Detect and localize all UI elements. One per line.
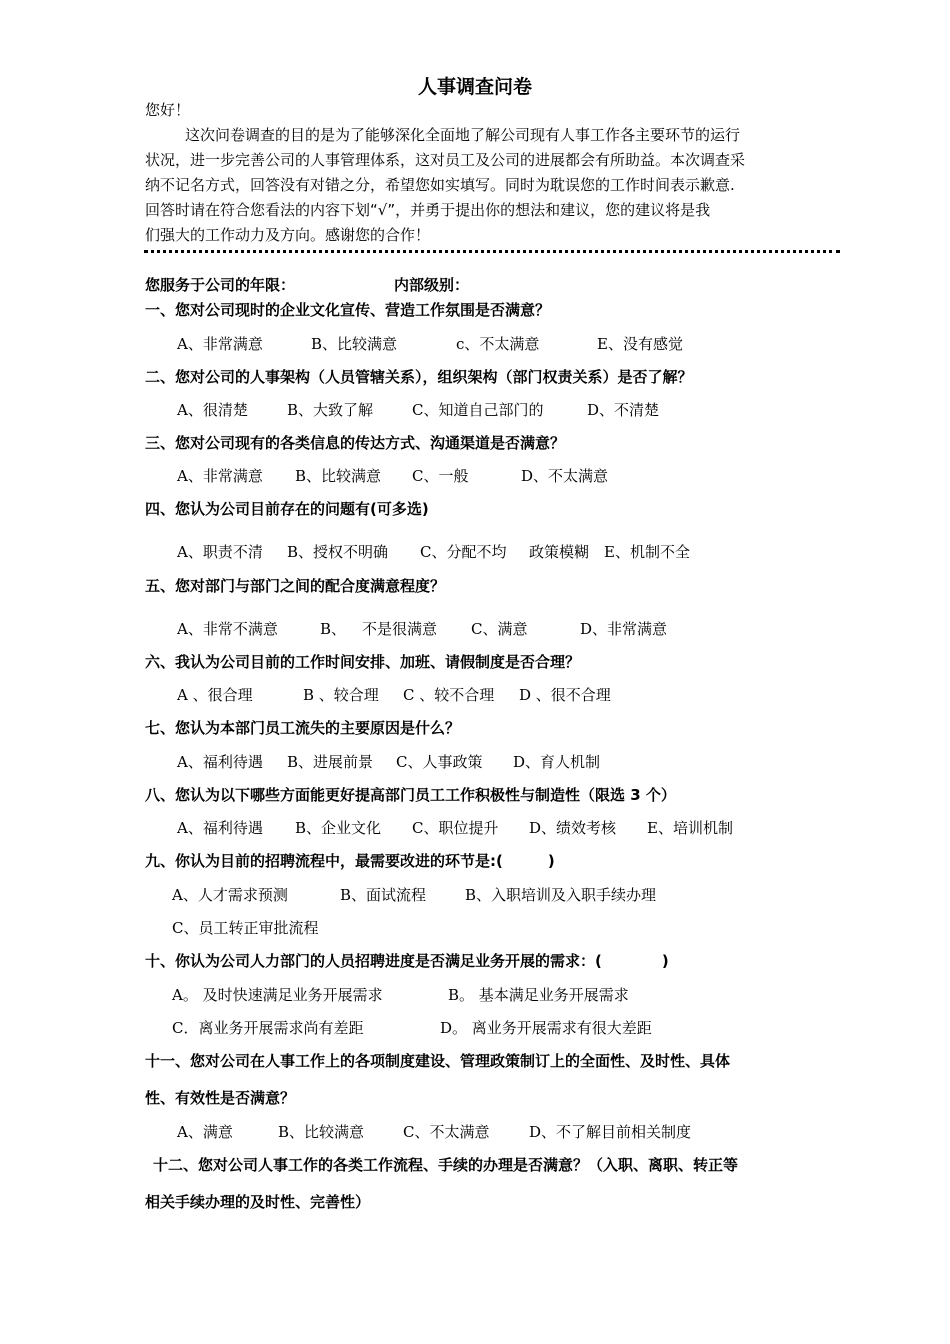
option[interactable]: E、机制不全 (604, 543, 690, 561)
level-label: 内部级别： (394, 276, 470, 294)
intro-line: 状况，进一步完善公司的人事管理体系，这对员工及公司的进展都会有所助益。本次调查采 (145, 151, 746, 169)
option[interactable]: D、育人机制 (513, 753, 601, 771)
option[interactable]: A。 及时快速满足业务开展需求 (172, 986, 383, 1004)
option[interactable]: B、进展前景 (287, 753, 374, 771)
option[interactable]: B 、较合理 (303, 686, 379, 704)
question-10: 十、你认为公司人力部门的人员招聘进度是否满足业务开展的需求：( ) (145, 952, 669, 970)
question-2: 二、您对公司的人事架构（人员管辖关系），组织架构（部门权责关系）是否了解？ (145, 368, 693, 386)
option[interactable]: A、很清楚 (177, 401, 248, 419)
option[interactable]: E、培训机制 (647, 819, 733, 837)
option[interactable]: B、授权不明确 (287, 543, 389, 561)
greeting: 您好！ (145, 101, 191, 119)
option[interactable]: B、大致了解 (287, 401, 374, 419)
option[interactable]: C、满意 (471, 620, 528, 638)
option[interactable]: B、企业文化 (295, 819, 382, 837)
option[interactable]: C．离业务开展需求尚有差距 (172, 1019, 364, 1037)
question-11: 十一、您对公司在人事工作上的各项制度建设、管理政策制订上的全面性、及时性、具体 (145, 1052, 731, 1070)
option[interactable]: 不是很满意 (362, 620, 438, 638)
option[interactable]: A、人才需求预测 (172, 886, 288, 904)
option[interactable]: B。 基本满足业务开展需求 (448, 986, 629, 1004)
option[interactable]: C、员工转正审批流程 (172, 919, 319, 937)
option[interactable]: A、福利待遇 (177, 753, 263, 771)
option[interactable]: C、职位提升 (412, 819, 499, 837)
question-12: 十二、您对公司人事工作的各类工作流程、手续的办理是否满意？（入职、离职、转正等 (153, 1156, 739, 1174)
option[interactable]: A、非常不满意 (177, 620, 278, 638)
option[interactable]: B、 (320, 620, 347, 638)
question-9: 九、你认为目前的招聘流程中，最需要改进的环节是:( ) (145, 852, 555, 870)
dotted-divider (144, 250, 840, 253)
option[interactable]: B、入职培训及入职手续办理 (465, 886, 657, 904)
question-12-cont: 相关手续办理的及时性、完善性） (145, 1193, 371, 1211)
option[interactable]: E、没有感觉 (597, 335, 683, 353)
option[interactable]: A、非常满意 (177, 335, 263, 353)
option[interactable]: C、不太满意 (403, 1123, 490, 1141)
question-3: 三、您对公司现有的各类信息的传达方式、沟通渠道是否满意？ (145, 434, 566, 452)
question-6: 六、我认为公司目前的工作时间安排、加班、请假制度是否合理？ (145, 653, 581, 671)
intro-line: 们强大的工作动力及方向。感谢您的合作！ (145, 226, 431, 244)
option[interactable]: C、一般 (412, 467, 469, 485)
question-11-cont: 性、有效性是否满意？ (145, 1089, 296, 1107)
option[interactable]: B、比较满意 (295, 467, 382, 485)
question-4: 四、您认为公司目前存在的问题有(可多选) (145, 500, 429, 518)
option[interactable]: A、满意 (177, 1123, 233, 1141)
question-1: 一、您对公司现时的企业文化宣传、营造工作氛围是否满意？ (145, 301, 551, 319)
option[interactable]: B、比较满意 (311, 335, 398, 353)
intro-line: 回答时请在符合您看法的内容下划“√”，并勇于提出你的想法和建议，您的建议将是我 (145, 201, 711, 219)
option[interactable]: D。 离业务开展需求有很大差距 (440, 1019, 652, 1037)
option[interactable]: D、不清楚 (587, 401, 660, 419)
page-title: 人事调查问卷 (417, 76, 532, 98)
option[interactable]: D、不太满意 (521, 467, 609, 485)
option[interactable]: c、不太满意 (456, 335, 540, 353)
option[interactable]: C、知道自己部门的 (412, 401, 544, 419)
option[interactable]: A 、很合理 (177, 686, 253, 704)
option[interactable]: C 、较不合理 (403, 686, 495, 704)
option[interactable]: D、不了解目前相关制度 (529, 1123, 692, 1141)
service-years-label: 您服务于公司的年限： (145, 276, 296, 294)
option[interactable]: B、比较满意 (278, 1123, 365, 1141)
option[interactable]: A、非常满意 (177, 467, 263, 485)
question-8: 八、您认为以下哪些方面能更好提高部门员工工作积极性与制造性（限选 3 个） (145, 786, 676, 804)
option[interactable]: B、面试流程 (340, 886, 427, 904)
option[interactable]: C、人事政策 (396, 753, 483, 771)
intro-line: 纳不记名方式，回答没有对错之分，希望您如实填写。同时为耽误您的工作时间表示歉意. (145, 176, 735, 194)
question-7: 七、您认为本部门员工流失的主要原因是什么？ (145, 719, 461, 737)
option[interactable]: D 、很不合理 (519, 686, 611, 704)
option[interactable]: 政策模糊 (529, 543, 590, 561)
intro-line: 这次问卷调查的目的是为了能够深化全面地了解公司现有人事工作各主要环节的运行 (185, 126, 741, 144)
question-5: 五、您对部门与部门之间的配合度满意程度？ (145, 577, 446, 595)
option[interactable]: A、职责不清 (177, 543, 263, 561)
option[interactable]: C、分配不均 (420, 543, 507, 561)
option[interactable]: D、非常满意 (580, 620, 668, 638)
option[interactable]: A、福利待遇 (177, 819, 263, 837)
option[interactable]: D、绩效考核 (529, 819, 617, 837)
